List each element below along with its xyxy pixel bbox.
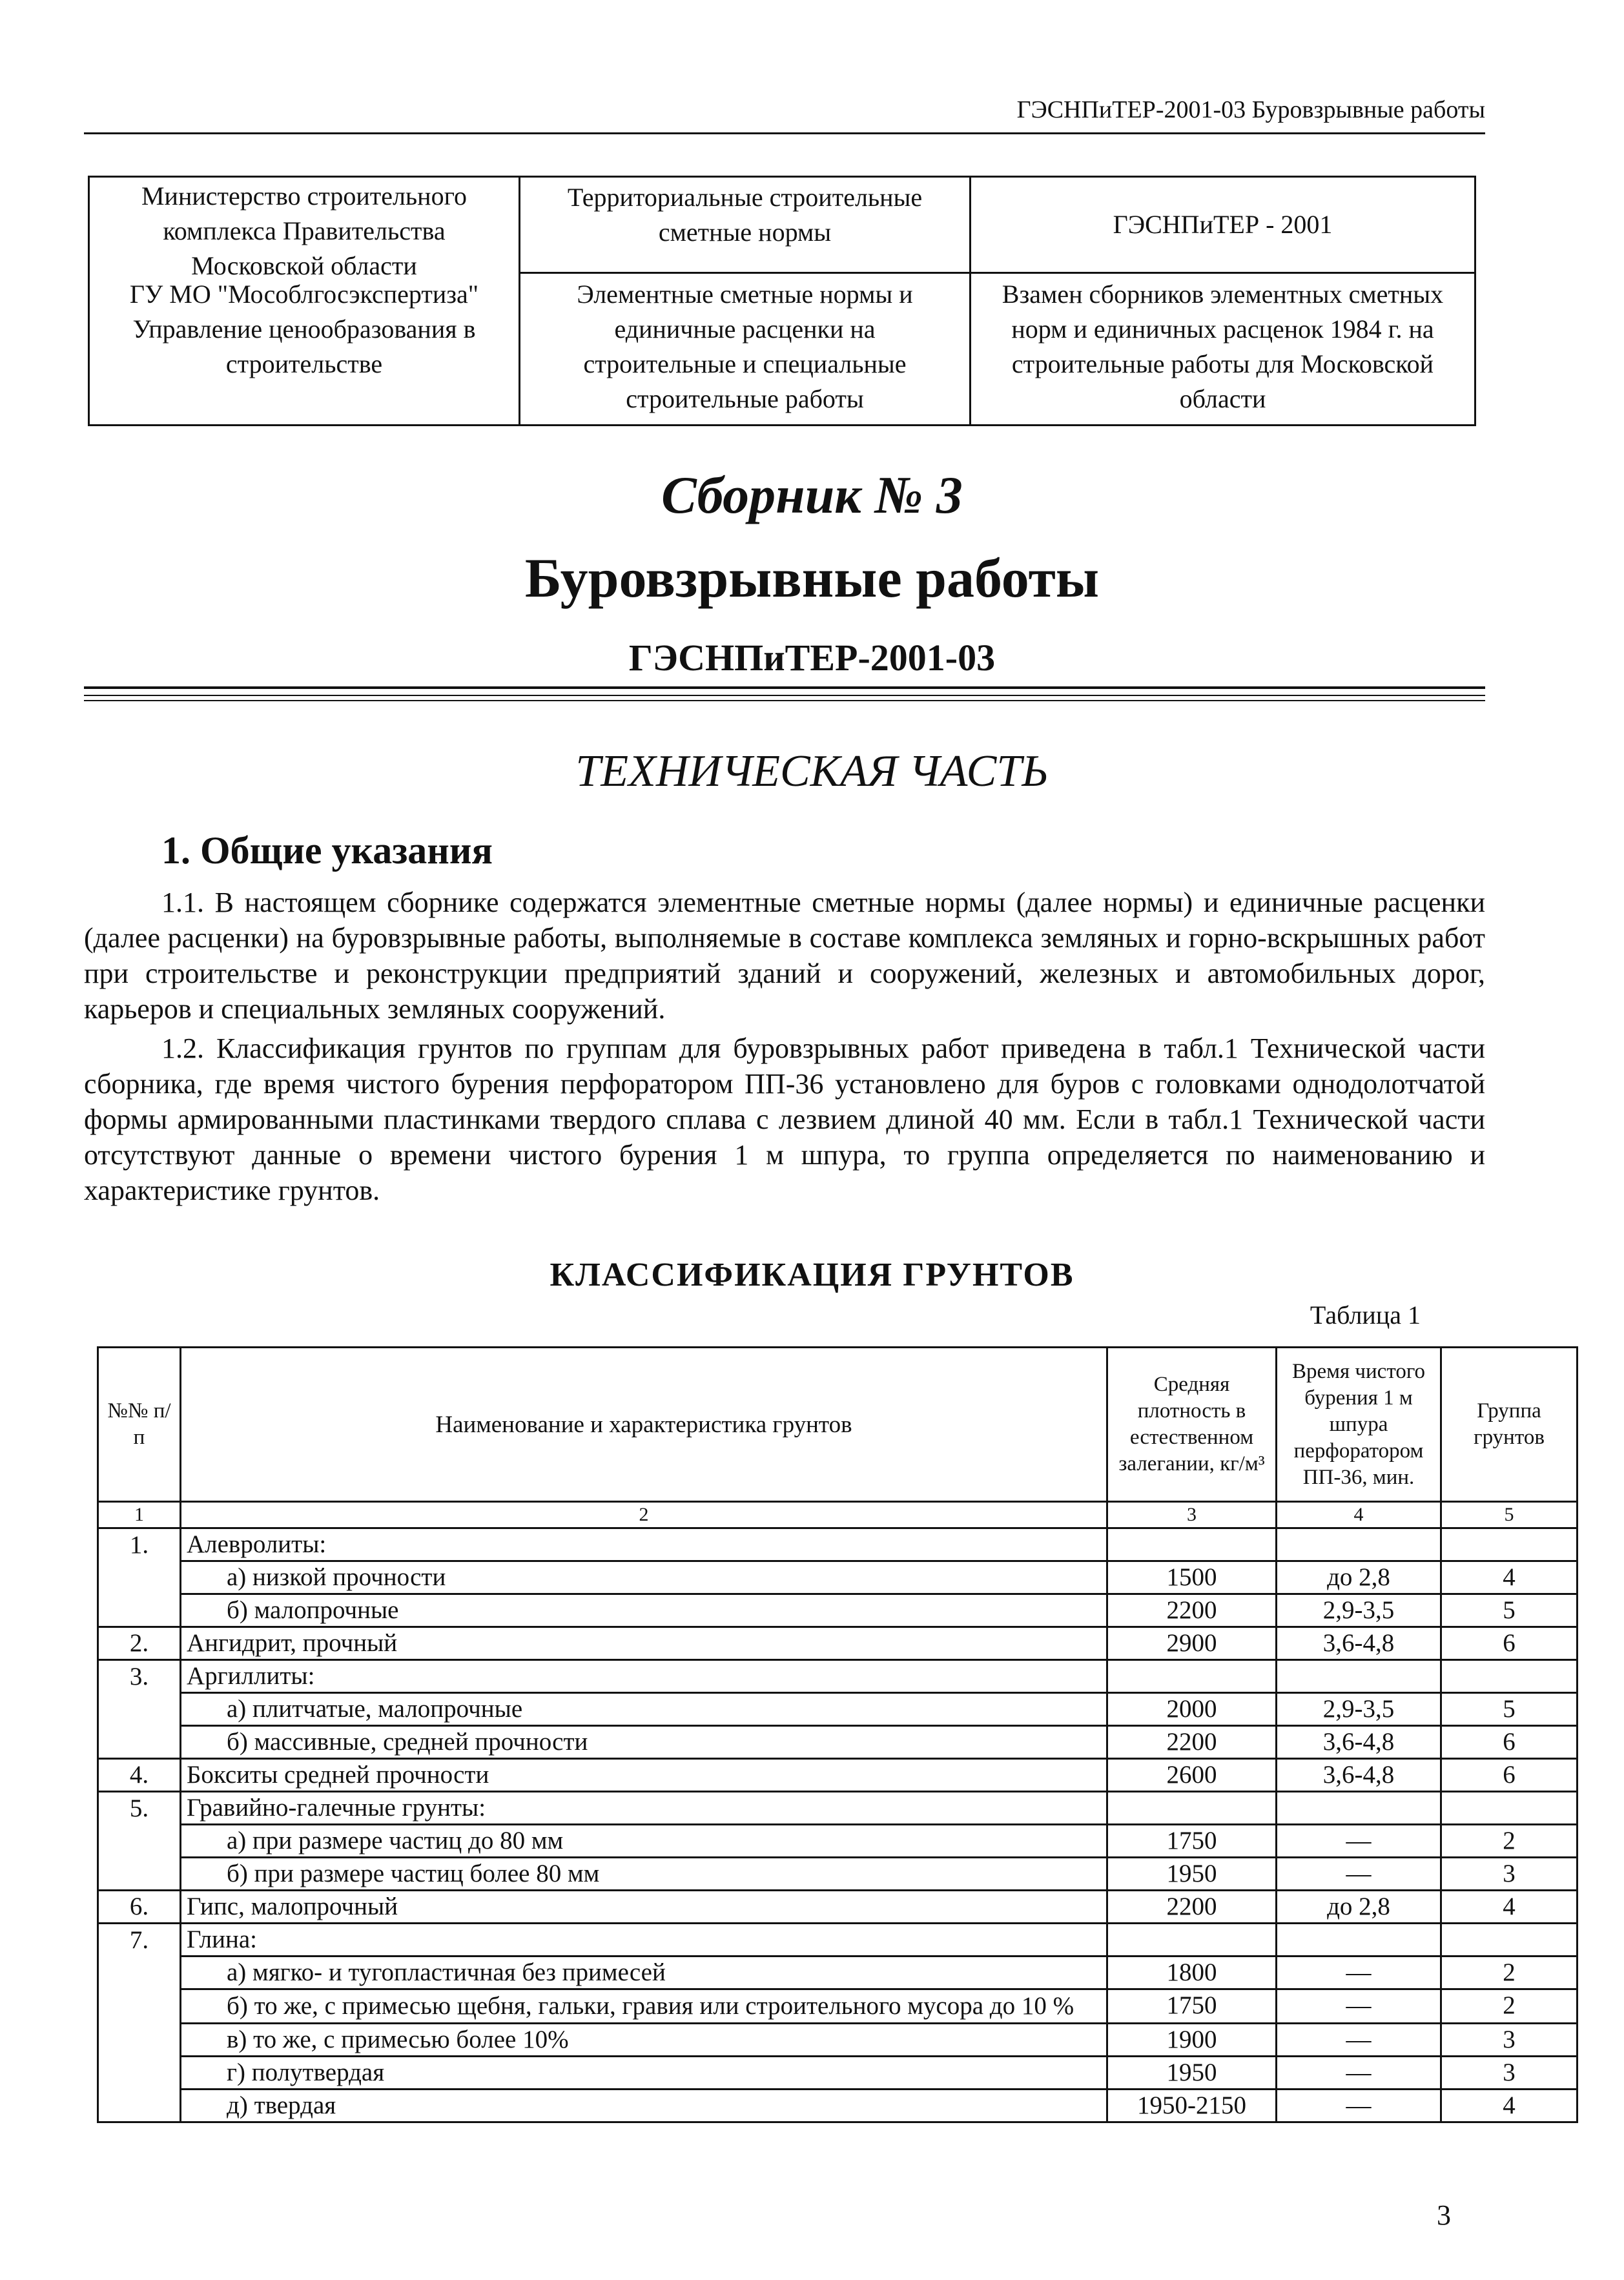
- table-row: [98, 1891, 1578, 1924]
- soil-group: 5: [1441, 1594, 1578, 1627]
- header-rule: [84, 132, 1485, 134]
- soil-group: [1441, 1792, 1578, 1825]
- soil-group: 2: [1441, 1825, 1578, 1858]
- row-number: [98, 1693, 181, 1726]
- column-number: 1: [98, 1502, 181, 1528]
- table-row: [98, 1924, 1578, 1956]
- drilling-time: 3,6-4,8: [1277, 1726, 1441, 1759]
- column-header: Время чистого бурения 1 м шпура перфоратором ПП-36, мин.: [1277, 1348, 1441, 1502]
- density: [1107, 1660, 1277, 1693]
- soil-group: 6: [1441, 1726, 1578, 1759]
- soil-group: 4: [1441, 2090, 1578, 2122]
- density: 1900: [1107, 2024, 1277, 2057]
- table-row: [98, 1989, 1578, 2024]
- drilling-time: —: [1277, 2024, 1441, 2057]
- soil-group: 4: [1441, 1891, 1578, 1924]
- drilling-time: —: [1277, 2090, 1441, 2122]
- table-row: [98, 1858, 1578, 1891]
- soil-name: Ангидрит, прочный: [181, 1627, 1107, 1660]
- soil-name: д) твердая: [181, 2090, 1107, 2122]
- density: 2200: [1107, 1891, 1277, 1924]
- drilling-time: —: [1277, 2057, 1441, 2090]
- drilling-time: 2,9-3,5: [1277, 1693, 1441, 1726]
- soil-group: 3: [1441, 2057, 1578, 2090]
- column-header: №№ п/п: [98, 1348, 181, 1502]
- soil-group: 4: [1441, 1561, 1578, 1594]
- soil-name: Глина:: [181, 1924, 1107, 1956]
- soil-group: 2: [1441, 1956, 1578, 1989]
- density: [1107, 1792, 1277, 1825]
- drilling-time: до 2,8: [1277, 1891, 1441, 1924]
- column-header: Наименование и характеристика грунтов: [181, 1348, 1107, 1502]
- column-number: 5: [1441, 1502, 1578, 1528]
- row-number: [98, 1858, 181, 1891]
- density: 1950: [1107, 1858, 1277, 1891]
- table-row: [98, 2024, 1578, 2057]
- drilling-time: [1277, 1528, 1441, 1561]
- drilling-time: [1277, 1660, 1441, 1693]
- density: 1950: [1107, 2057, 1277, 2090]
- table-header-row: [98, 1348, 1578, 1502]
- soil-group: [1441, 1924, 1578, 1956]
- density: [1107, 1528, 1277, 1561]
- paragraph-text: 1.2. Классификация грунтов по группам для буровзрывных работ приведена в табл.1 Технической части сборника, где время чистого бурения перфоратором ПП-36 установлено для буров с головками однодолотчатой формы армированными пластинками твердого сплава с лезвием длиной 40 мм. Если в табл.1 Технической части отсутствуют данные о времени чистого бурения 1 м шпура, то группа определяется по наименованию и характеристике грунтов.: [84, 1032, 1485, 1206]
- density: [1107, 1924, 1277, 1956]
- soil-group: 3: [1441, 1858, 1578, 1891]
- soil-name: б) массивные, средней прочности: [181, 1726, 1107, 1759]
- row-number: 4.: [98, 1759, 181, 1792]
- code-title: ГЭСНПиТЕР-2001-03: [628, 637, 996, 679]
- density: 1750: [1107, 1825, 1277, 1858]
- ministry-cell: Министерство строительного комплекса Правительства Московской области: [141, 181, 467, 280]
- code-cell: ГЭСНПиТЕР - 2001: [1113, 210, 1333, 239]
- column-header: Средняя плотность в естественном залегании, кг/м³: [1107, 1348, 1277, 1502]
- info-table: [88, 176, 1476, 426]
- paragraph-1-1: [84, 885, 1485, 1027]
- norms-desc-cell: Элементные сметные нормы и единичные расценки на строительные и специальные строительные работы: [577, 280, 913, 413]
- drilling-time: [1277, 1792, 1441, 1825]
- soil-group: 6: [1441, 1759, 1578, 1792]
- density: 1950-2150: [1107, 2090, 1277, 2122]
- table-row: [98, 2090, 1578, 2122]
- drilling-time: 2,9-3,5: [1277, 1594, 1441, 1627]
- soil-group: 2: [1441, 1989, 1578, 2024]
- column-number: 2: [181, 1502, 1107, 1528]
- replaces-cell: Взамен сборников элементных сметных норм и единичных расценок 1984 г. на строительные работы для Московской области: [1002, 280, 1444, 413]
- table-row: [98, 1627, 1578, 1660]
- column-number-row: [98, 1502, 1578, 1528]
- general-instructions-heading: 1. Общие указания: [161, 829, 493, 872]
- row-number: 3.: [98, 1660, 181, 1693]
- title-rule: [84, 695, 1485, 696]
- table-row: [98, 1693, 1578, 1726]
- soil-name: а) низкой прочности: [181, 1561, 1107, 1594]
- info-table-divider: [519, 272, 1474, 274]
- soil-name: б) при размере частиц более 80 мм: [181, 1858, 1107, 1891]
- soil-group: [1441, 1660, 1578, 1693]
- density: 1750: [1107, 1989, 1277, 2024]
- technical-part-title: ТЕХНИЧЕСКАЯ ЧАСТЬ: [575, 746, 1049, 796]
- drilling-time: —: [1277, 1825, 1441, 1858]
- drilling-time: до 2,8: [1277, 1561, 1441, 1594]
- drilling-time: [1277, 1924, 1441, 1956]
- title-rule: [84, 700, 1485, 701]
- soil-name: б) малопрочные: [181, 1594, 1107, 1627]
- density: 2900: [1107, 1627, 1277, 1660]
- expertise-cell: ГУ МО "Мособлгосэкспертиза" Управление ценообразования в строительстве: [129, 280, 479, 378]
- table-row: [98, 1792, 1578, 1825]
- drilling-time: —: [1277, 1989, 1441, 2024]
- title-rule: [84, 686, 1485, 689]
- table-row: [98, 1528, 1578, 1561]
- soil-name: Аргиллиты:: [181, 1660, 1107, 1693]
- norms-type-cell: Территориальные строительные сметные нормы: [567, 183, 923, 247]
- table-row: [98, 1561, 1578, 1594]
- drilling-time: 3,6-4,8: [1277, 1627, 1441, 1660]
- density: 2200: [1107, 1594, 1277, 1627]
- classification-table: [97, 1346, 1578, 2123]
- table-row: [98, 2057, 1578, 2090]
- running-header: ГЭСНПиТЕР-2001-03 Буровзрывные работы: [1016, 96, 1485, 123]
- soil-group: 6: [1441, 1627, 1578, 1660]
- density: 2000: [1107, 1693, 1277, 1726]
- density: 1800: [1107, 1956, 1277, 1989]
- soil-name: Бокситы средней прочности: [181, 1759, 1107, 1792]
- table-row: [98, 1825, 1578, 1858]
- drilling-time: —: [1277, 1956, 1441, 1989]
- row-number: [98, 2090, 181, 2122]
- soil-name: в) то же, с примесью более 10%: [181, 2024, 1107, 2057]
- row-number: [98, 1726, 181, 1759]
- column-number: 4: [1277, 1502, 1441, 1528]
- soil-name: б) то же, с примесью щебня, гальки, гравия или строительного мусора до 10 %: [181, 1989, 1107, 2024]
- row-number: [98, 1561, 181, 1594]
- soil-name: г) полутвердая: [181, 2057, 1107, 2090]
- soil-name: Гравийно-галечные грунты:: [181, 1792, 1107, 1825]
- row-number: [98, 1956, 181, 1989]
- table-row: [98, 1956, 1578, 1989]
- row-number: [98, 1989, 181, 2024]
- table-row: [98, 1759, 1578, 1792]
- soil-group: 5: [1441, 1693, 1578, 1726]
- table-row: [98, 1594, 1578, 1627]
- soil-group: 3: [1441, 2024, 1578, 2057]
- paragraph-text: 1.1. В настоящем сборнике содержатся элементные сметные нормы (далее нормы) и единичные расценки (далее расценки) на буровзрывные работы, выполняемые в составе комплекса земляных и горно-вскрышных работ при строительстве и реконструкции предприятий зданий и сооружений, железных и автомобильных дорог, карьеров и специальных земляных сооружений.: [84, 887, 1485, 1025]
- collection-title: Сборник № 3: [661, 466, 963, 524]
- soil-group: [1441, 1528, 1578, 1561]
- row-number: 1.: [98, 1528, 181, 1561]
- row-number: 6.: [98, 1891, 181, 1924]
- soil-name: Алевролиты:: [181, 1528, 1107, 1561]
- row-number: [98, 2057, 181, 2090]
- table-row: [98, 1660, 1578, 1693]
- soil-name: Гипс, малопрочный: [181, 1891, 1107, 1924]
- table-row: [98, 1726, 1578, 1759]
- row-number: [98, 1594, 181, 1627]
- column-number: 3: [1107, 1502, 1277, 1528]
- column-header: Группа грунтов: [1441, 1348, 1578, 1502]
- row-number: [98, 2024, 181, 2057]
- row-number: 5.: [98, 1792, 181, 1825]
- density: 1500: [1107, 1561, 1277, 1594]
- page-number: 3: [1437, 2199, 1451, 2231]
- soil-name: а) при размере частиц до 80 мм: [181, 1825, 1107, 1858]
- table-label: Таблица 1: [1310, 1300, 1421, 1330]
- drilling-time: —: [1277, 1858, 1441, 1891]
- soil-name: а) плитчатые, малопрочные: [181, 1693, 1107, 1726]
- row-number: 7.: [98, 1924, 181, 1956]
- soil-name: а) мягко- и тугопластичная без примесей: [181, 1956, 1107, 1989]
- density: 2200: [1107, 1726, 1277, 1759]
- row-number: 2.: [98, 1627, 181, 1660]
- main-title: Буровзрывные работы: [524, 547, 1100, 609]
- paragraph-1-2: [84, 1031, 1485, 1208]
- density: 2600: [1107, 1759, 1277, 1792]
- classification-heading: КЛАССИФИКАЦИЯ ГРУНТОВ: [550, 1257, 1074, 1293]
- row-number: [98, 1825, 181, 1858]
- drilling-time: 3,6-4,8: [1277, 1759, 1441, 1792]
